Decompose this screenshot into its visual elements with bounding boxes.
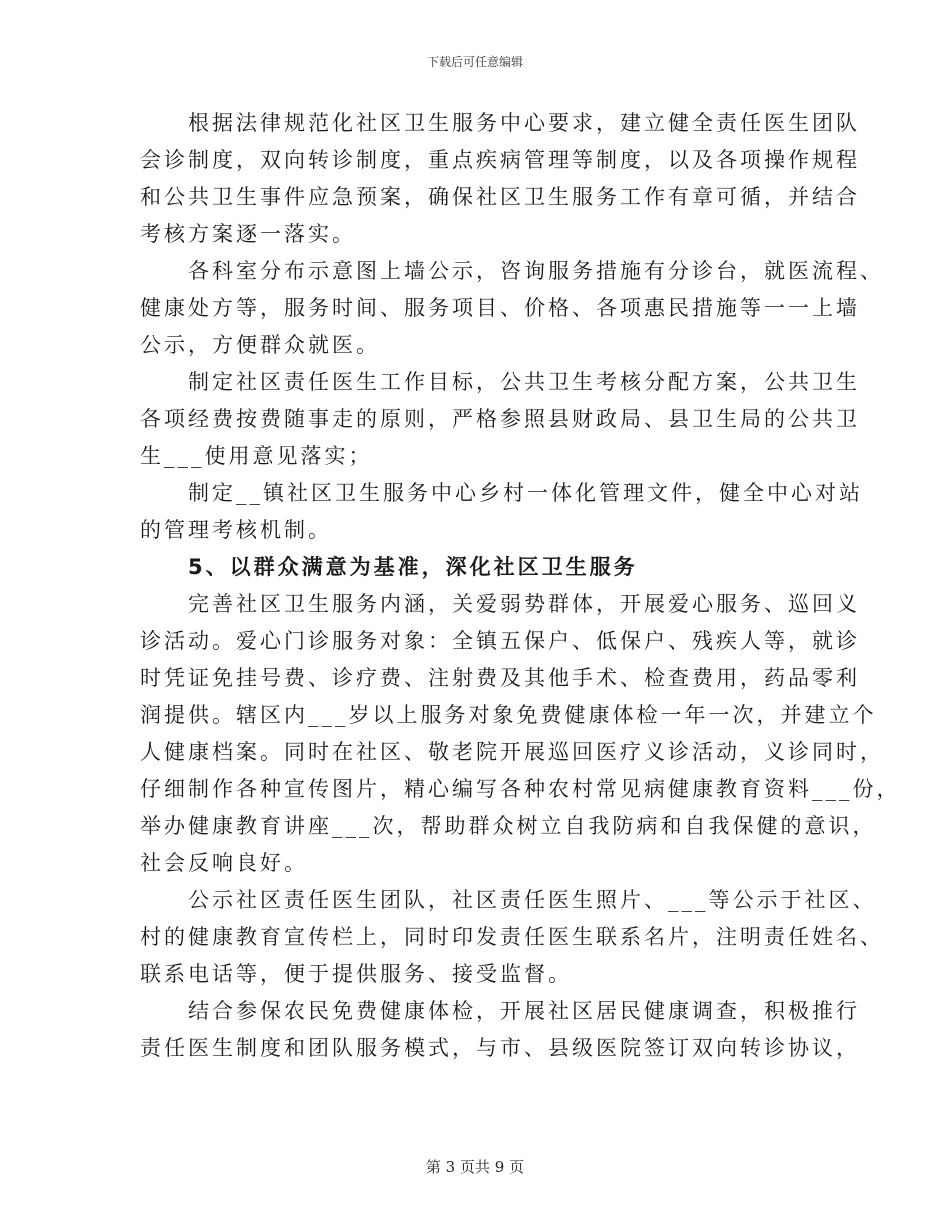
paragraph-line: 健康处方等，服务时间、服务项目、价格、各项惠民措施等一一上墙 [140, 296, 860, 320]
paragraph-line: 诊活动。爱心门诊服务对象：全镇五保户、低保户、残疾人等，就诊 [140, 629, 860, 653]
paragraph [140, 253, 884, 364]
paragraph [140, 105, 860, 253]
paragraph-line: 公示社区责任医生团队，社区责任医生照片、___等公示于社区、 [188, 888, 877, 912]
page-number: 第 3 页共 9 页 [425, 1158, 525, 1176]
section-heading: 5、以群众满意为基准，深化社区卫生服务 [188, 555, 638, 579]
paragraph-line: 的管理考核机制。 [140, 518, 332, 542]
paragraph-line: 举办健康教育讲座___次，帮助群众树立自我防病和自我保健的意识， [140, 814, 877, 838]
document-body [140, 105, 901, 1067]
paragraph-line: 联系电话等，便于提供服务、接受监督。 [140, 962, 572, 986]
paragraph-line: 责任医生制度和团队服务模式，与市、县级医院签订双向转诊协议， [140, 1036, 860, 1060]
paragraph-line: 各科室分布示意图上墙公示，咨询服务措施有分诊台，就医流程、 [188, 259, 884, 283]
paragraph-line: 时凭证免挂号费、诊疗费、注射费及其他手术、检查费用，药品零利 [140, 666, 860, 690]
paragraph-line: 制定社区责任医生工作目标，公共卫生考核分配方案，公共卫生 [188, 370, 860, 394]
paragraph-group-1 [140, 105, 884, 549]
header-note: 下载后可任意编辑 [426, 55, 523, 69]
paragraph-line: 生___使用意见落实； [140, 444, 373, 468]
paragraph-line: 社会反响良好。 [140, 851, 308, 875]
paragraph-line: 公示，方便群众就医。 [140, 333, 380, 357]
paragraph-line: 根据法律规范化社区卫生服务中心要求，建立健全责任医生团队 [188, 111, 860, 135]
paragraph-line: 会诊制度，双向转诊制度，重点疾病管理等制度，以及各项操作规程 [140, 148, 860, 172]
paragraph-line: 结合参保农民免费健康体检，开展社区居民健康调查，积极推行 [188, 999, 860, 1023]
paragraph-line: 仔细制作各种宣传图片，精心编写各种农村常见病健康教育资料___份， [140, 777, 901, 801]
paragraph-line: 完善社区卫生服务内涵，关爱弱势群体，开展爱心服务、巡回义 [188, 592, 860, 616]
paragraph-group-2 [140, 586, 901, 1067]
paragraph-line: 人健康档案。同时在社区、敬老院开展巡回医疗义诊活动，义诊同时， [140, 740, 884, 764]
paragraph-line: 和公共卫生事件应急预案，确保社区卫生服务工作有章可循，并结合 [140, 185, 860, 209]
paragraph [140, 475, 863, 549]
paragraph [140, 586, 901, 882]
paragraph-line: 润提供。辖区内___岁以上服务对象免费健康体检一年一次，并建立个 [140, 703, 877, 727]
paragraph-line: 考核方案逐一落实。 [140, 222, 356, 246]
paragraph-line: 村的健康教育宣传栏上，同时印发责任医生联系名片，注明责任姓名、 [140, 925, 884, 949]
paragraph [140, 993, 860, 1067]
paragraph [140, 364, 860, 475]
paragraph [140, 882, 884, 993]
paragraph-line: 各项经费按费随事走的原则，严格参照县财政局、县卫生局的公共卫 [140, 407, 860, 431]
paragraph-line: 制定__镇社区卫生服务中心乡村一体化管理文件，健全中心对站 [188, 481, 863, 505]
